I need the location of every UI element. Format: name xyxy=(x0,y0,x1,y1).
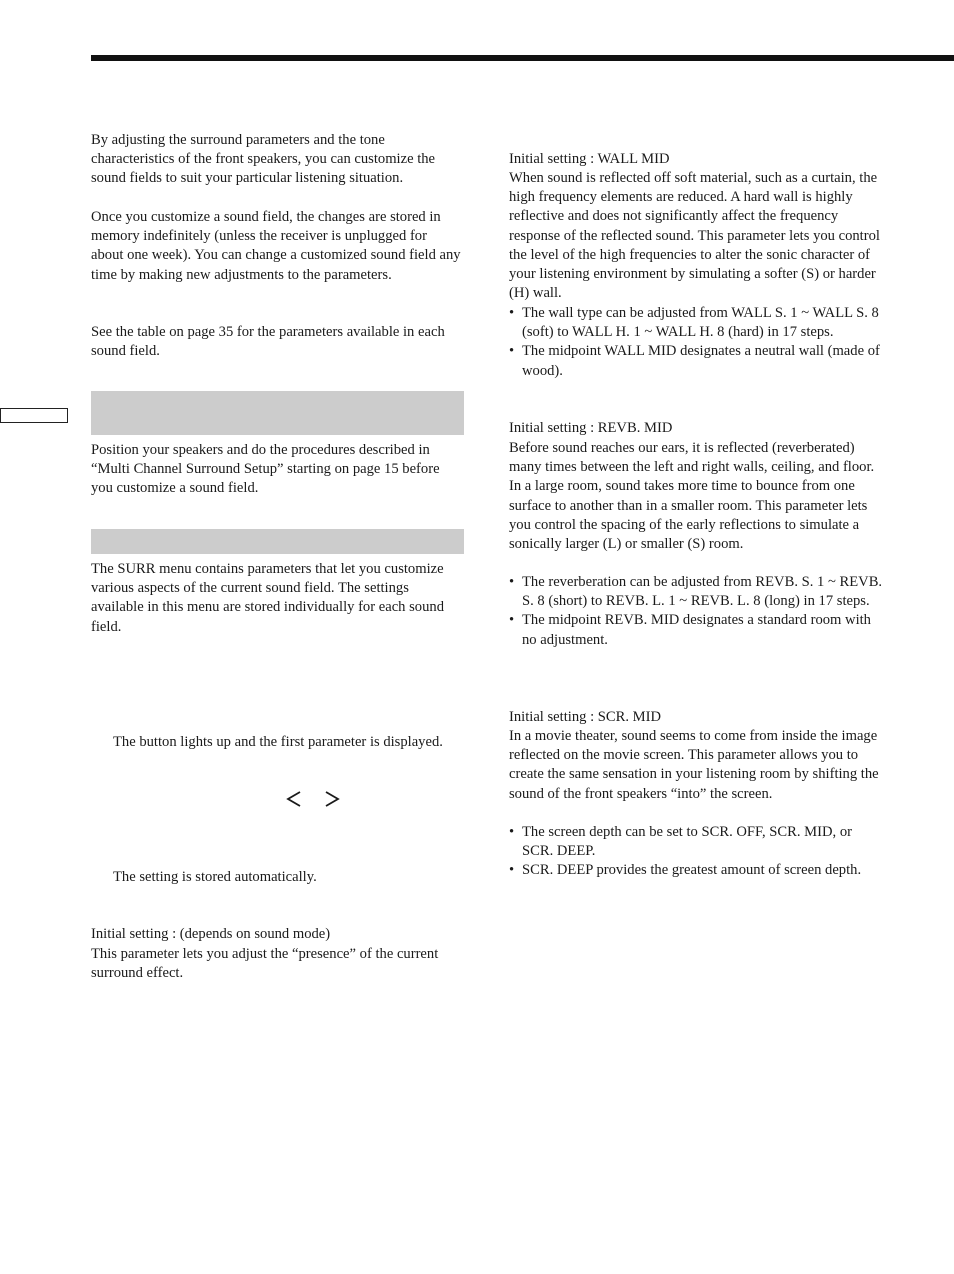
reverb-description: Before sound reaches our ears, it is reflected (reverberated) many times between the left and right walls, ceiling, and floor. In a large room, sound takes more time to bounce from one surface to another than in a smaller room. This parameter lets you control the spacing of the early reflections to simulate a sonically larger (L) or smaller (S) room. xyxy=(509,440,875,553)
left-right-arrow-icons xyxy=(286,786,346,812)
before-customizing-text: Position your speakers and do the procedures described in “Multi Channel Surround Setup” starting on page 15 before you customize a sound field. xyxy=(91,442,440,497)
section-heading-bar-before-customizing xyxy=(91,391,464,435)
wall-bullet-list xyxy=(509,304,885,381)
screen-description: In a movie theater, sound seems to come from inside the image reflected on the movie screen. This parameter allows you to create the same sensation in your listening room by shifting the sound of the front speakers “into” the screen. xyxy=(509,728,879,802)
screen-bullet-list xyxy=(509,823,885,881)
reverb-bullet: • The reverberation can be adjusted from REVB. S. 1 ~ REVB. S. 8 (short) to REVB. L. 1 ~ REVB. L. 8 (long) in 17 steps. xyxy=(509,573,885,611)
wall-bullet: • The midpoint WALL MID designates a neutral wall (made of wood). xyxy=(509,342,885,380)
wall-bullet: • The wall type can be adjusted from WALL S. 1 ~ WALL S. 8 (soft) to WALL H. 1 ~ WALL H. 8 (hard) in 17 steps. xyxy=(509,304,885,342)
screen-bullet: • SCR. DEEP provides the greatest amount of screen depth. xyxy=(509,861,885,880)
intro-paragraph-1: By adjusting the surround parameters and the tone characteristics of the front speakers, you can customize the sound fields to suit your particular listening situation. xyxy=(91,132,436,187)
effect-level-initial-setting: Initial setting : (depends on sound mode) xyxy=(91,926,331,942)
reverb-bullet-list xyxy=(509,573,885,650)
reverb-bullet: • The midpoint REVB. MID designates a standard room with no adjustment. xyxy=(509,611,885,649)
effect-level-description: This parameter lets you adjust the “presence” of the current surround effect. xyxy=(91,946,439,982)
step-note-setting-stored: The setting is stored automatically. xyxy=(113,869,317,885)
top-rule xyxy=(91,55,954,61)
screen-initial-setting: Initial setting : SCR. MID xyxy=(509,709,662,725)
intro-paragraph-2: Once you customize a sound field, the changes are stored in memory indefinitely (unless the receiver is unplugged for about one week). You can change a customized sound field any time by making new adjustments to the parameters. xyxy=(91,209,461,283)
wall-initial-setting: Initial setting : WALL MID xyxy=(509,151,670,167)
left-arrow-icon xyxy=(288,792,300,806)
screen-bullet: • The screen depth can be set to SCR. OFF, SCR. MID, or SCR. DEEP. xyxy=(509,823,885,861)
reverb-initial-setting: Initial setting : REVB. MID xyxy=(509,420,673,436)
chapter-side-tab xyxy=(0,408,68,423)
surr-menu-text: The SURR menu contains parameters that let you customize various aspects of the current sound field. The settings available in this menu are stored individually for each sound field. xyxy=(91,561,444,635)
right-arrow-icon xyxy=(326,792,338,806)
intro-paragraph-3: See the table on page 35 for the parameters available in each sound field. xyxy=(91,324,445,360)
section-heading-bar-surr-menu xyxy=(91,529,464,554)
wall-description: When sound is reflected off soft material, such as a curtain, the high frequency elements are reduced. A hard wall is highly reflective and does not significantly affect the frequency response of the reflected sound. This parameter lets you control the level of the high frequencies to alter the sonic character of your listening environment by simulating a softer (S) or harder (H) wall. xyxy=(509,170,880,302)
step-note-button-lights: The button lights up and the first parameter is displayed. xyxy=(113,734,443,750)
